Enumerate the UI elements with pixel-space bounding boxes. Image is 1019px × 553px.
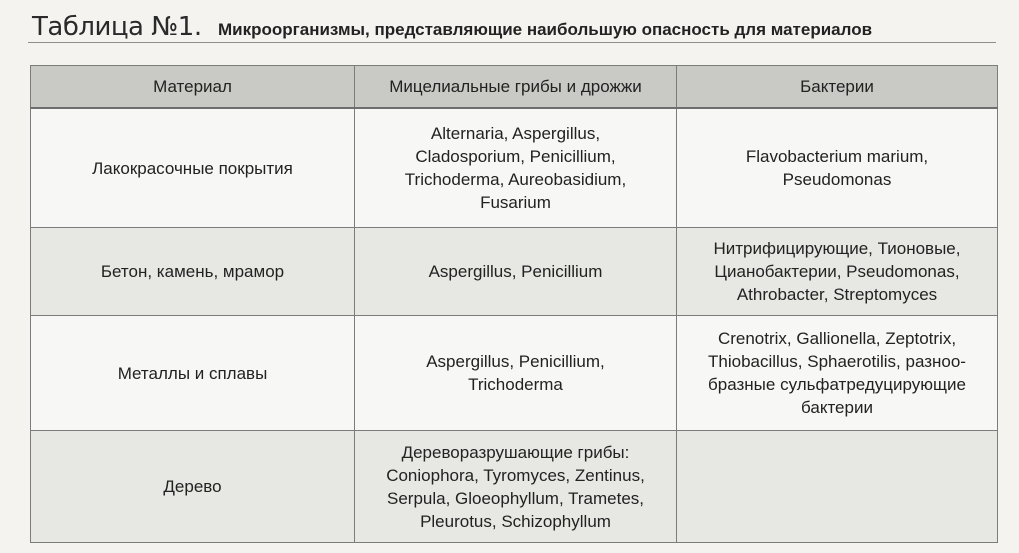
cell-line: Aspergillus, Penicillium, <box>426 352 605 371</box>
material-cell: Бетон, камень, мрамор <box>31 228 355 316</box>
cell-line: Serpula, Gloeophyllum, Trametes, <box>386 488 644 508</box>
fungi-cell <box>355 431 677 543</box>
bacteria-cell <box>677 108 998 228</box>
material-cell: Лакокрасочные покрытия <box>31 108 355 228</box>
cell-line: Pseudomonas <box>782 170 892 189</box>
table-title: Микроорганизмы, представляющие наибольшую опасность для материалов <box>218 20 873 39</box>
column-header-bacteria: Бактерии <box>677 66 998 109</box>
table-number: Таблица №1. <box>32 12 202 42</box>
microorganisms-table <box>30 65 998 543</box>
cell-line: Crenotrix, Gallionella, Zeptotrix, <box>717 329 957 348</box>
cell-line: Trichoderma, Aureobasidium, <box>404 170 627 189</box>
cell-line: Дереворазрушающие грибы: <box>401 442 630 462</box>
cell-line: Trichoderma <box>468 375 563 394</box>
bacteria-cell <box>677 228 998 316</box>
bacteria-cell <box>677 316 998 431</box>
table-row <box>31 431 998 543</box>
cell-line: Alternaria, Aspergillus, <box>430 124 601 143</box>
cell-line: Coniophora, Tyromyces, Zentinus, <box>386 465 645 485</box>
cell-line: бразные сульфатредуцирующие <box>708 375 966 394</box>
table-row <box>31 316 998 431</box>
table-row <box>31 228 998 316</box>
cell-line: бактерии <box>801 398 873 417</box>
cell-line: Цианобактерии, Pseudomonas, <box>714 262 960 281</box>
fungi-cell <box>355 316 677 431</box>
table-row <box>31 108 998 228</box>
column-header-fungi: Мицелиальные грибы и дрожжи <box>355 66 677 109</box>
cell-line: Athrobacter, Streptomyces <box>736 285 938 304</box>
cell-line: Aspergillus, Penicillium <box>428 262 603 281</box>
cell-line: Нитрифицирующие, Тионовые, <box>713 239 961 258</box>
material-cell: Дерево <box>31 431 355 543</box>
material-cell: Металлы и сплавы <box>31 316 355 431</box>
fungi-cell <box>355 228 677 316</box>
cell-line: Thiobacillus, Sphaerotilis, разноо- <box>708 352 966 371</box>
table-caption <box>28 8 996 43</box>
fungi-cell <box>355 108 677 228</box>
table-header-row <box>31 66 998 109</box>
cell-line: Flavobacterium marium, <box>745 147 929 166</box>
cell-line: Fusarium <box>480 193 551 212</box>
cell-line: Cladosporium, Penicillium, <box>415 147 616 166</box>
column-header-material: Материал <box>31 66 355 109</box>
cell-line: Pleurotus, Schizophyllum <box>420 511 611 531</box>
bacteria-cell <box>677 431 998 543</box>
